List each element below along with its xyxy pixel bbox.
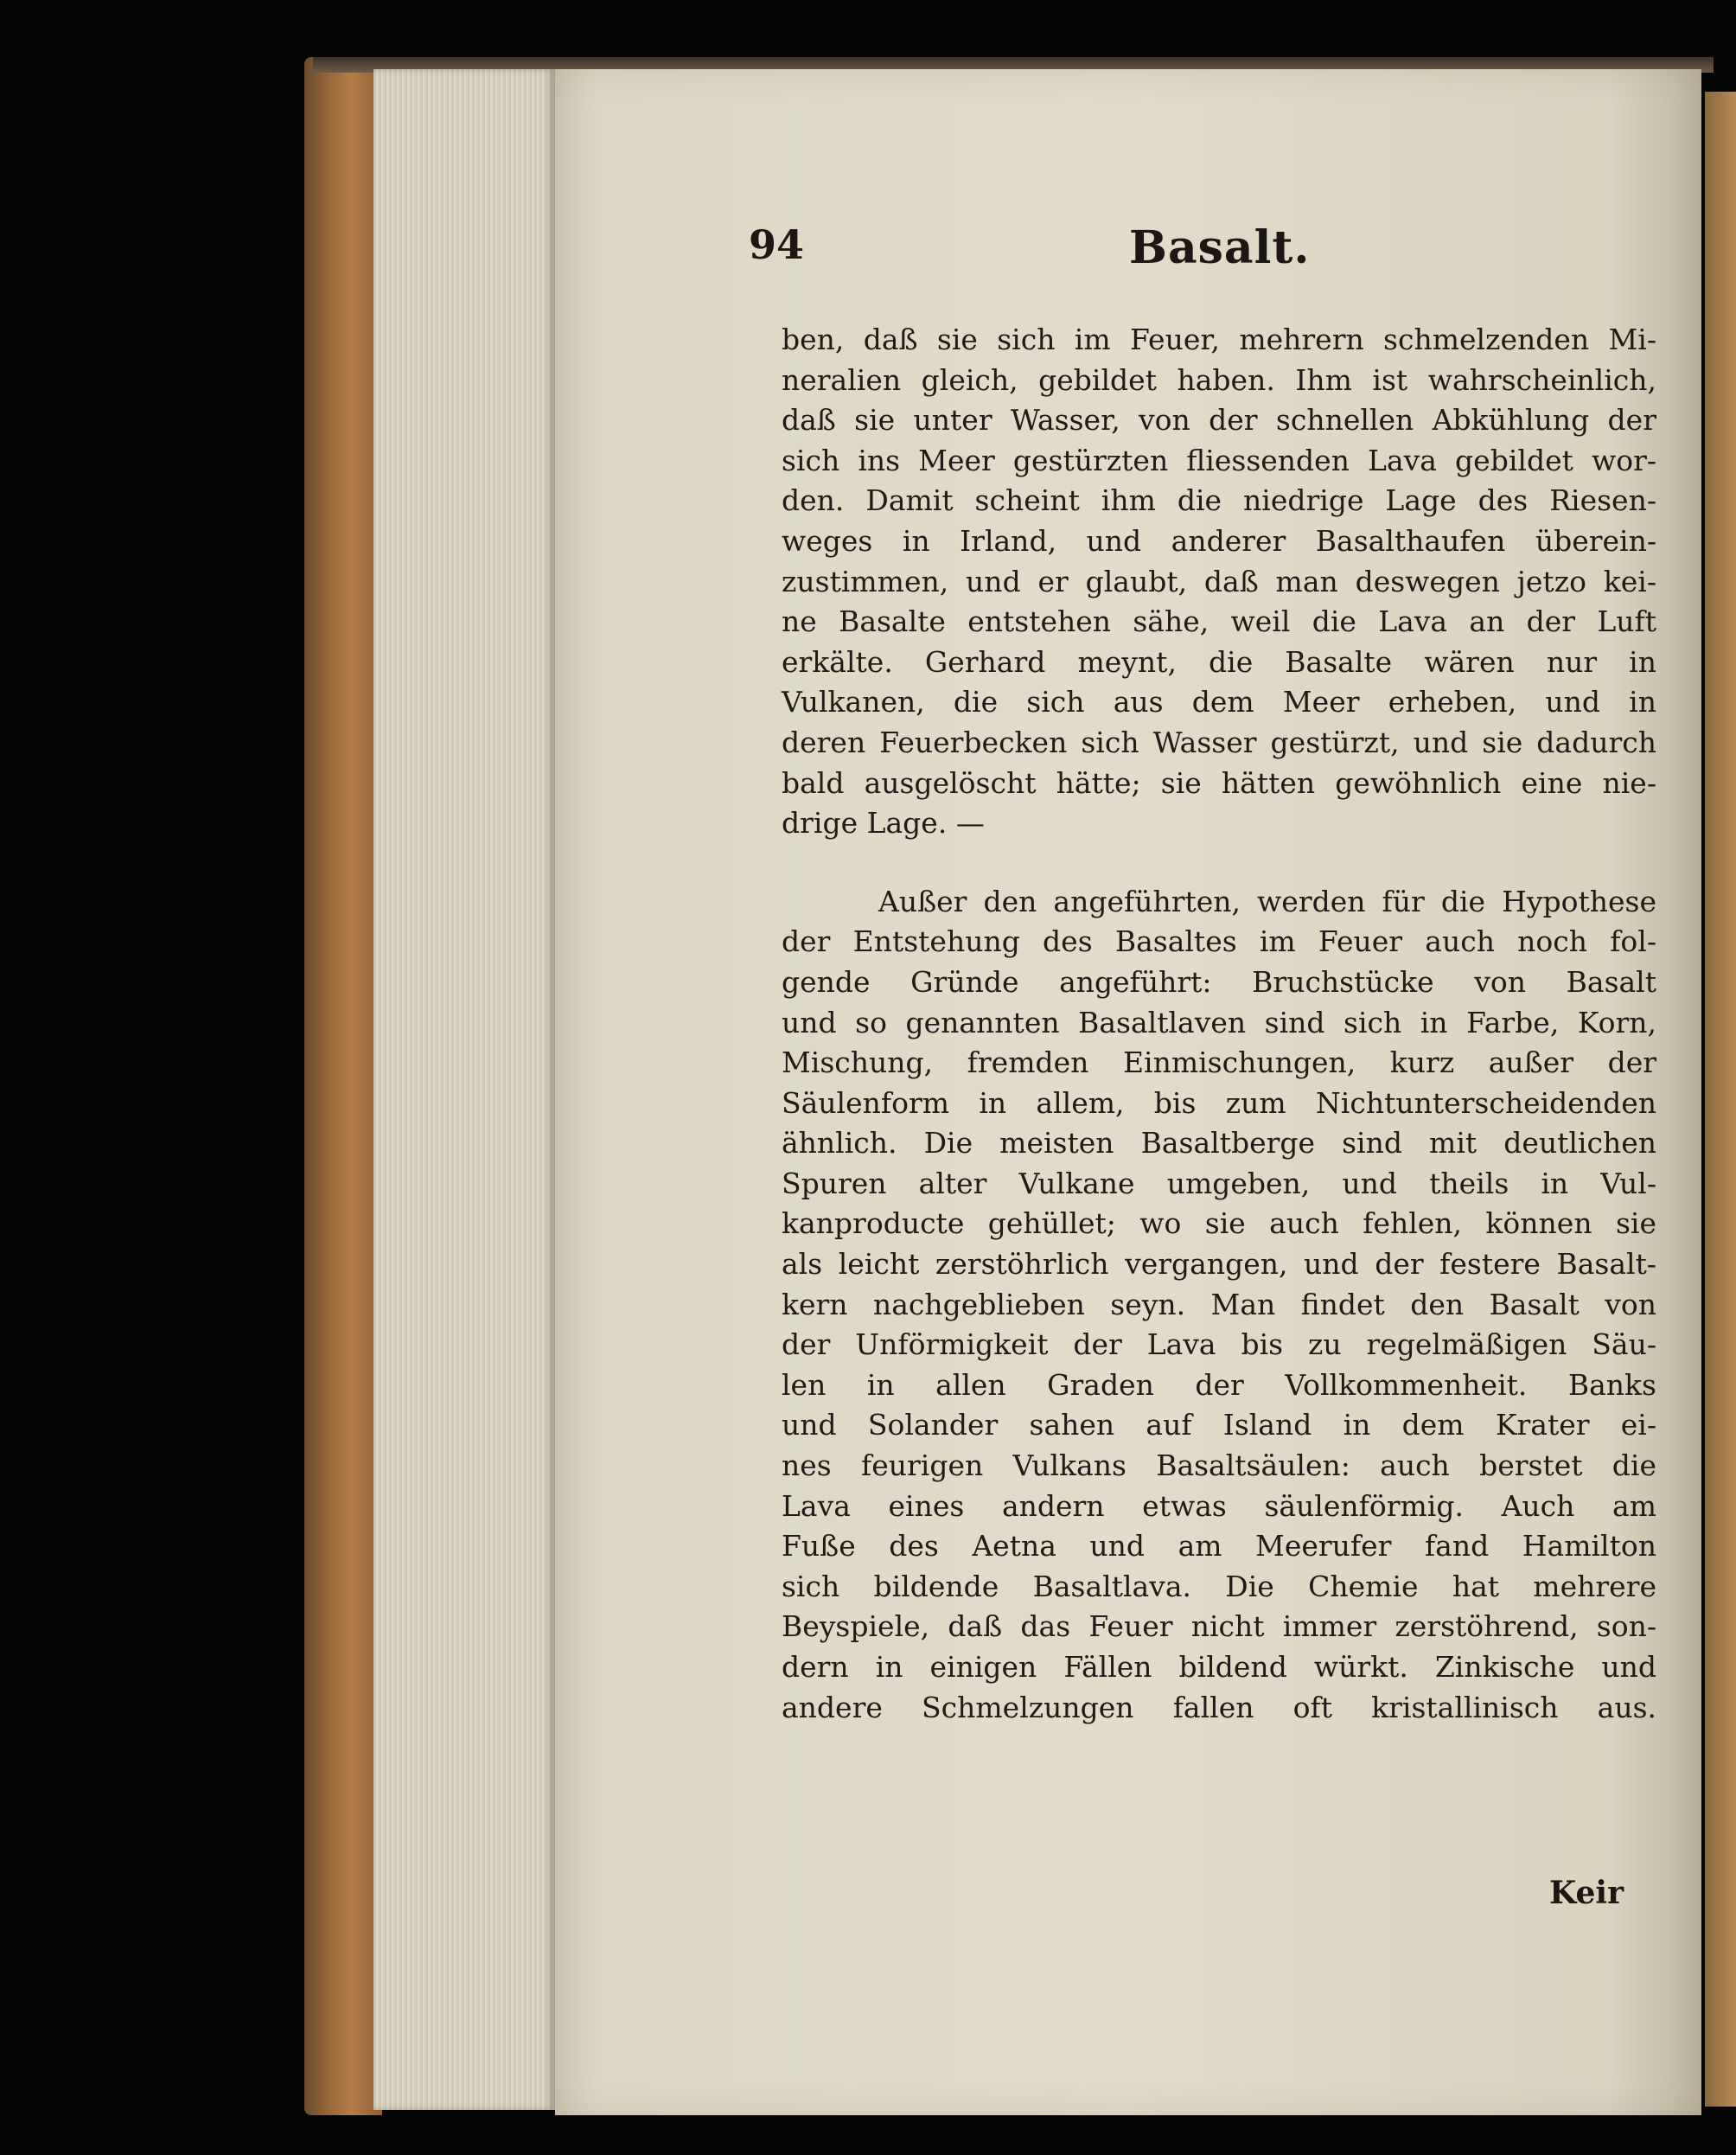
running-title: Basalt.	[1129, 221, 1311, 274]
text-line: ben, daß sie sich im Feuer, mehrern schmelzenden Mi-	[782, 323, 1656, 356]
text-line: Vulkanen, die sich aus dem Meer erheben, und in	[782, 685, 1656, 719]
text-line: Lava eines andern etwas säulenförmig. Auch am	[782, 1488, 1656, 1523]
text-line: drige Lage. —	[782, 806, 985, 841]
book-cover-edge	[304, 57, 382, 2115]
text-line: neralien gleich, gebildet haben. Ihm ist wahrscheinlich,	[782, 362, 1656, 397]
paragraph-2	[782, 882, 1656, 1728]
text-line: kern nachgeblieben seyn. Man findet den Basalt von	[782, 1287, 1656, 1321]
text-line: ne Basalte entstehen sähe, weil die Lava an der Luft	[782, 604, 1656, 639]
text-line: kanproducte gehüllet; wo sie auch fehlen, können sie	[782, 1206, 1656, 1241]
text-line: und Solander sahen auf Island in dem Krater ei-	[782, 1408, 1656, 1442]
body-text	[782, 320, 1656, 1920]
text-line: Säulenform in allem, bis zum Nichtunterscheidenden	[782, 1085, 1656, 1120]
text-line: zustimmen, und er glaubt, daß man deswegen jetzo kei-	[782, 564, 1656, 598]
text-line: len in allen Graden der Vollkommenheit. Banks	[782, 1367, 1656, 1402]
text-line: Außer den angeführten, werden für die Hypothese	[878, 884, 1656, 918]
text-line: dern in einigen Fällen bildend würkt. Zinkische und	[782, 1650, 1656, 1684]
text-line: Fuße des Aetna und am Meerufer fand Hamilton	[782, 1529, 1656, 1563]
text-line: deren Feuerbecken sich Wasser gestürzt, und sie dadurch	[782, 725, 1656, 759]
page-edges	[373, 69, 555, 2110]
text-line: Mischung, fremden Einmischungen, kurz außer der	[782, 1046, 1656, 1080]
text-line: erkälte. Gerhard meynt, die Basalte wären nur in	[782, 644, 1656, 679]
text-line: andere Schmelzungen fallen oft kristallinisch aus.	[782, 1690, 1656, 1724]
text-line: bald ausgelöscht hätte; sie hätten gewöhnlich eine nie-	[782, 765, 1656, 800]
text-line: weges in Irland, und anderer Basalthaufen überein-	[782, 523, 1656, 558]
text-line: Spuren alter Vulkane umgeben, und theils in Vul-	[782, 1166, 1656, 1200]
paragraph-1	[782, 320, 1656, 844]
page-number: 94	[749, 221, 805, 268]
text-line: sich bildende Basaltlava. Die Chemie hat mehrere	[782, 1569, 1656, 1603]
text-line: der Entstehung des Basaltes im Feuer auch noch fol-	[782, 924, 1656, 959]
text-line: daß sie unter Wasser, von der schnellen Abkühlung der	[782, 403, 1656, 438]
page-header	[749, 221, 1648, 291]
text-line: als leicht zerstöhrlich vergangen, und der festere Basalt-	[782, 1247, 1656, 1282]
facing-page-edge	[1705, 92, 1736, 2107]
text-line: Beyspiele, daß das Feuer nicht immer zerstöhrend, son-	[782, 1609, 1656, 1644]
text-line: der Unförmigkeit der Lava bis zu regelmäßigen Säu-	[782, 1327, 1656, 1362]
text-line: gende Gründe angeführt: Bruchstücke von Basalt	[782, 964, 1656, 999]
text-line: nes feurigen Vulkans Basaltsäulen: auch berstet die	[782, 1448, 1656, 1483]
text-line: und so genannten Basaltlaven sind sich in Farbe, Korn,	[782, 1005, 1656, 1039]
text-line: den. Damit scheint ihm die niedrige Lage des Riesen-	[782, 483, 1656, 518]
text-line: ähnlich. Die meisten Basaltberge sind mit deutlichen	[782, 1126, 1656, 1161]
text-line: sich ins Meer gestürzten fliessenden Lava gebildet wor-	[782, 443, 1656, 477]
catchword: Keir	[1549, 1875, 1624, 1911]
